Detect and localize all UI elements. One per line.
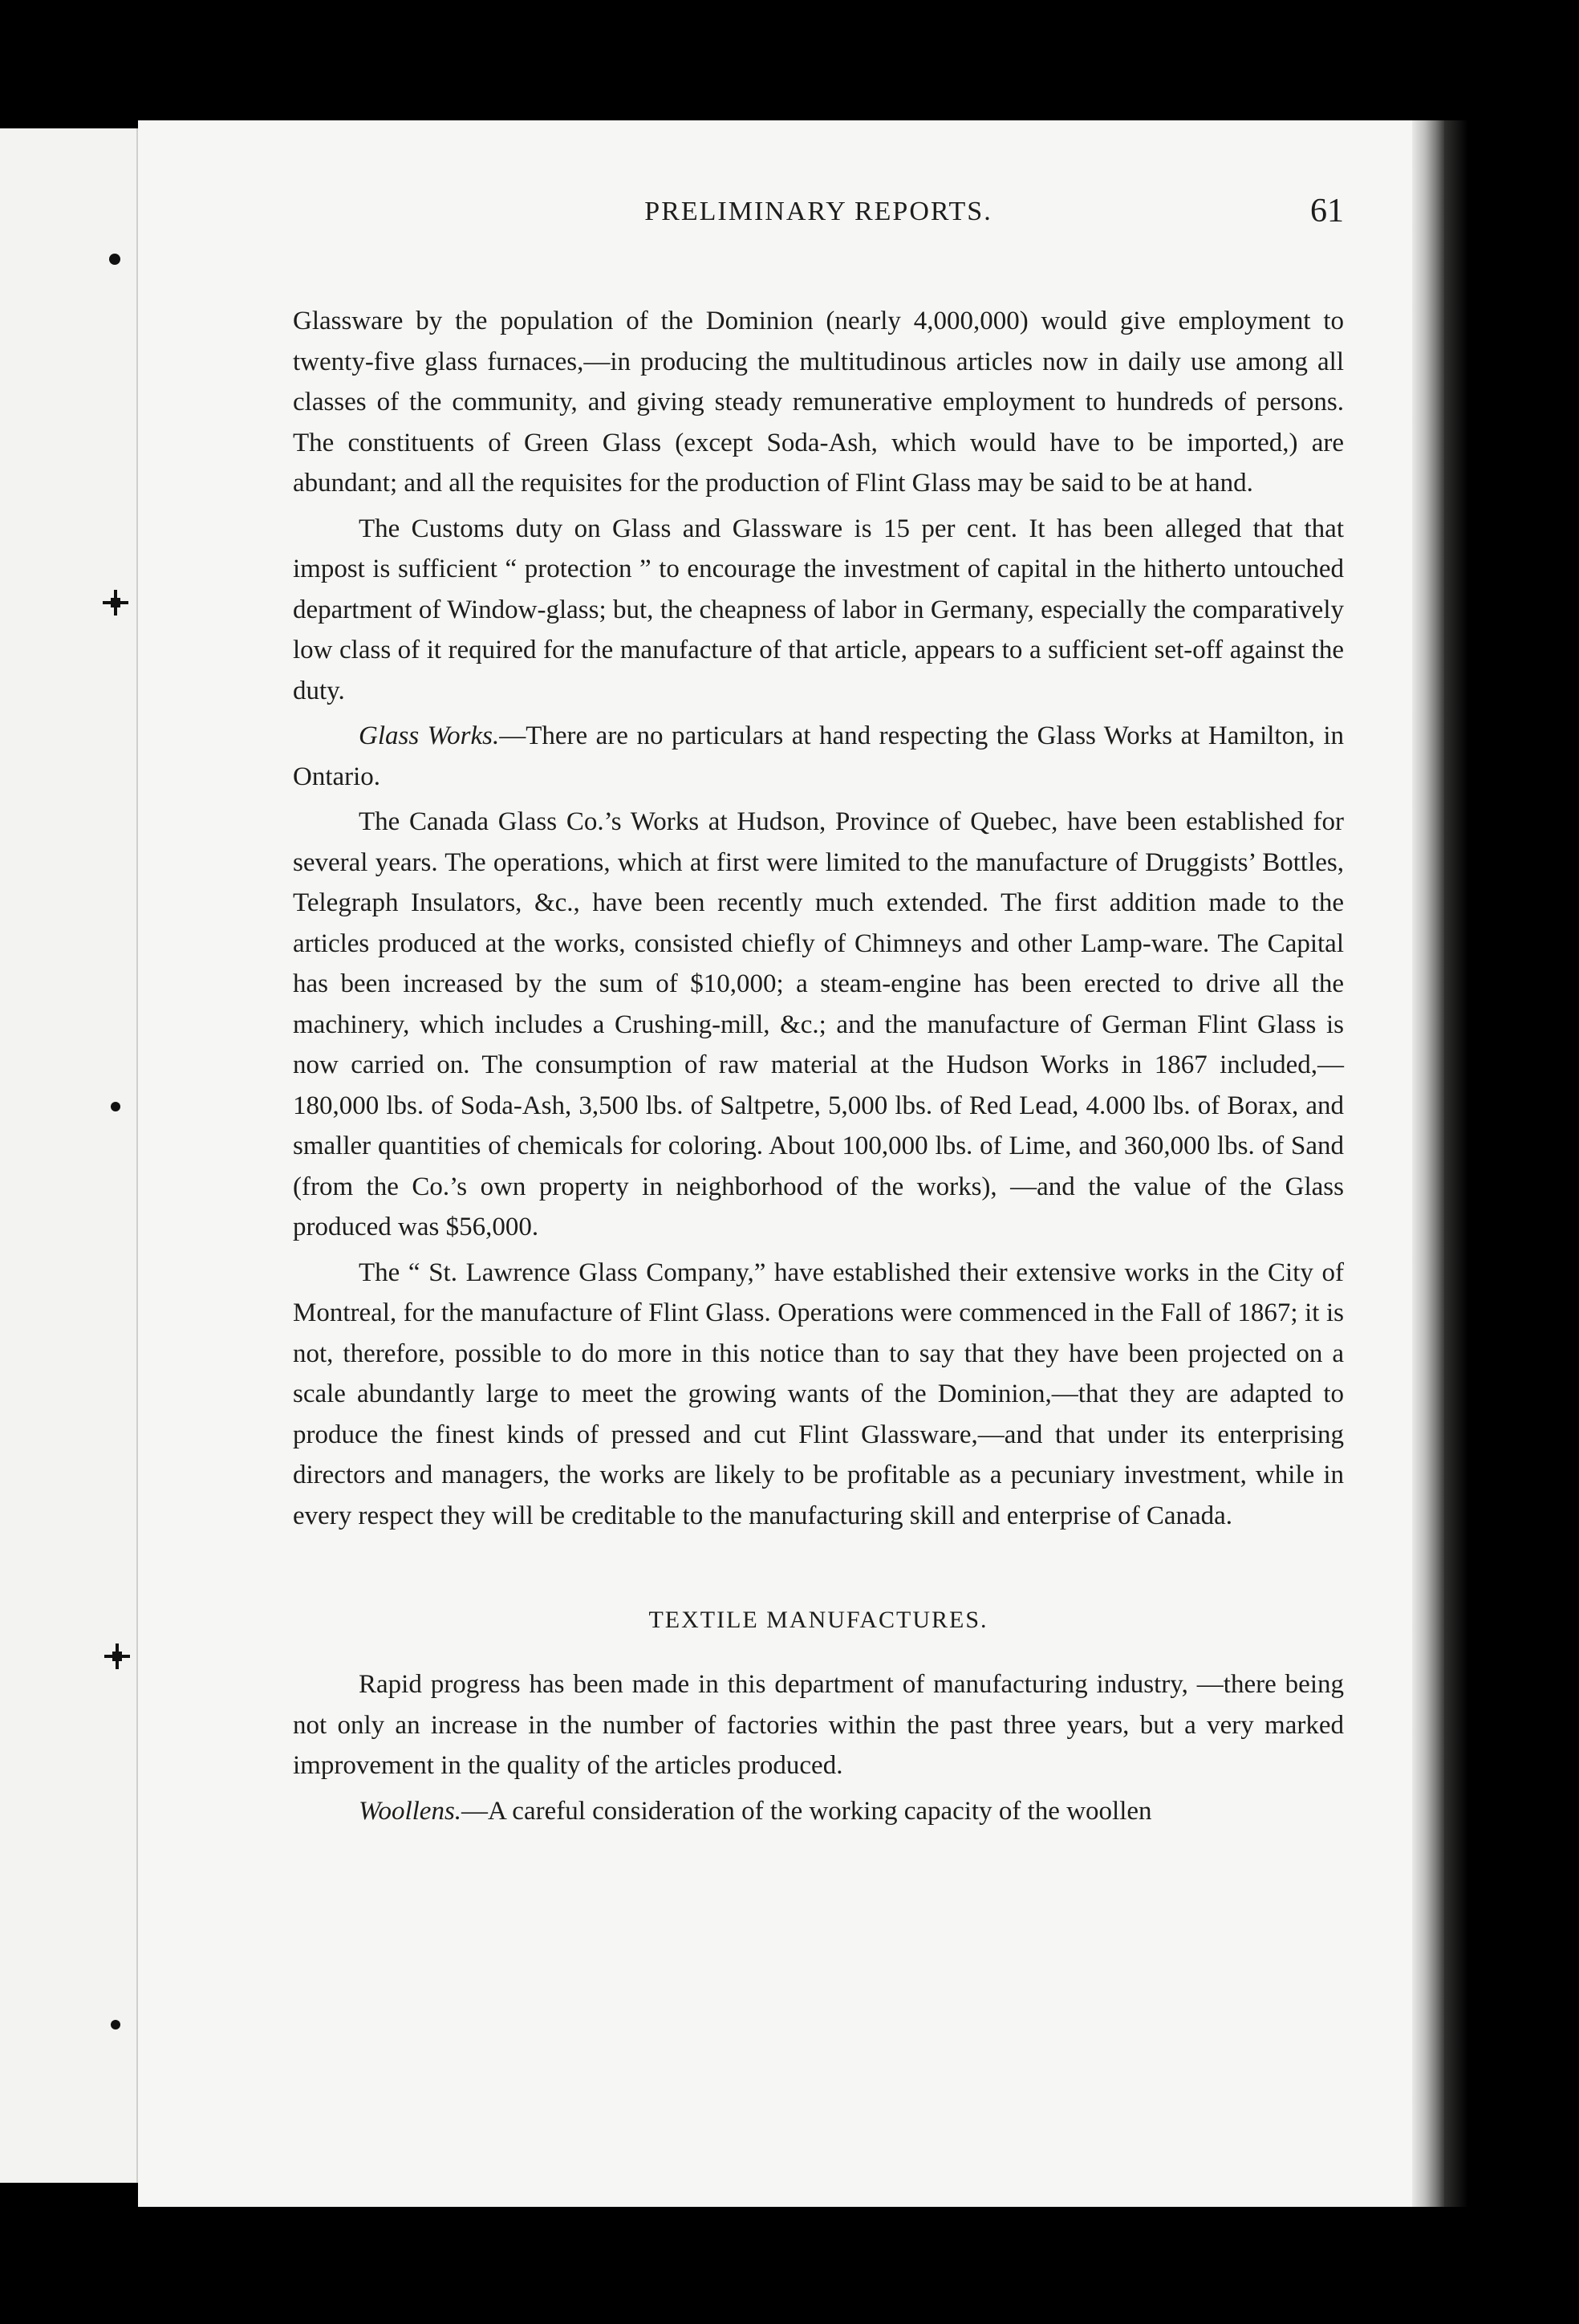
paragraph-3-lead: Glass Works. (359, 721, 500, 750)
paragraph-3-text: —There are no particulars at hand respecting the Glass Works at Hamilton, in Ontario. (293, 721, 1344, 791)
page-number: 61 (1310, 193, 1344, 230)
paragraph-1: Glassware by the population of the Dominion (nearly 4,000,000) would give employment to twenty-five glass furnaces,—in producing the multitudinous articles now in daily use among all classes of the community, and giving steady remunerative employment to hundreds of persons. The constituents of Green Glass (except Soda-Ash, which would have to be imported,) are abundant; and all the requisites for the production of Flint Glass may be said to be at hand. (293, 307, 1344, 498)
binding-mark-4 (112, 1652, 122, 1661)
section-title: TEXTILE MANUFACTURES. (648, 1607, 988, 1633)
binding-mark-5 (111, 2020, 120, 2029)
section-paragraph-1: Rapid progress has been made in this department of manufacturing industry, —there being not only an increase in the number of factories within the past three years, but a very marked improvement in the quality of the articles produced. (293, 1670, 1344, 1780)
section-paragraph-2-lead: Woollens. (359, 1796, 462, 1826)
paragraph-5: The “ St. Lawrence Glass Company,” have established their extensive works in the City of Montreal, for the manufacture of Flint Glass. Operations were commenced in the Fall of 1867; it is not, therefore, possible to do more in this notice than to say that they have been projected on a scale abundantly large to meet the growing wants of the Dominion,—that they are adapted to produce the finest kinds of pressed and cut Flint Glassware,—and that under its enterprising directors and managers, the works are likely to be profitable as a pecuniary investment, while in every respect they will be creditable to the manufacturing skill and enterprise of Canada. (293, 1257, 1344, 1530)
page-content (293, 193, 1344, 1836)
paragraph-3 (293, 716, 1344, 797)
running-title: PRELIMINARY REPORTS. (644, 197, 992, 226)
page-fore-edge (1412, 120, 1444, 2207)
section-paragraph-2-text: —A careful consideration of the working capacity of the woollen (461, 1796, 1152, 1826)
page-fore-edge-shadow (1444, 120, 1468, 2207)
facing-page-edge (0, 128, 138, 2183)
paragraph-4: The Canada Glass Co.’s Works at Hudson, Province of Quebec, have been established for several years. The operations, which at first were limited to the manufacture of Druggists’ Bottles, Telegraph Insulators, &c., have been recently much extended. The first addition made to the articles produced at the works, consisted chiefly of Chimneys and other Lamp-ware. The Capital has been increased by the sum of $10,000; a steam-engine has been erected to drive all the machinery, which includes a Crushing-mill, &c.; and the manufacture of German Flint Glass is now carried on. The consumption of raw material at the Hudson Works in 1867 included,—180,000 lbs. of Soda-Ash, 3,500 lbs. of Saltpetre, 5,000 lbs. of Red Lead, 4.000 lbs. of Borax, and smaller quantities of chemicals for coloring. About 100,000 lbs. of Lime, and 360,000 lbs. of Sand (from the Co.’s own property in neighborhood of the works), —and the value of the Glass produced was $56,000. (293, 807, 1344, 1241)
binding-mark-1 (109, 254, 120, 265)
section-paragraph-2 (293, 1791, 1344, 1832)
running-head (293, 193, 1344, 245)
binding-mark-3 (111, 1102, 120, 1111)
binding-mark-2 (111, 598, 120, 607)
paragraph-2: The Customs duty on Glass and Glassware is 15 per cent. It has been alleged that that impost is sufficient “ protection ” to encourage the investment of capital in the hitherto untouched department of Window-glass; but, the cheapness of labor in Germany, especially the comparatively low class of it required for the manufacture of that article, appears to a sufficient set-off against the duty. (293, 514, 1344, 705)
